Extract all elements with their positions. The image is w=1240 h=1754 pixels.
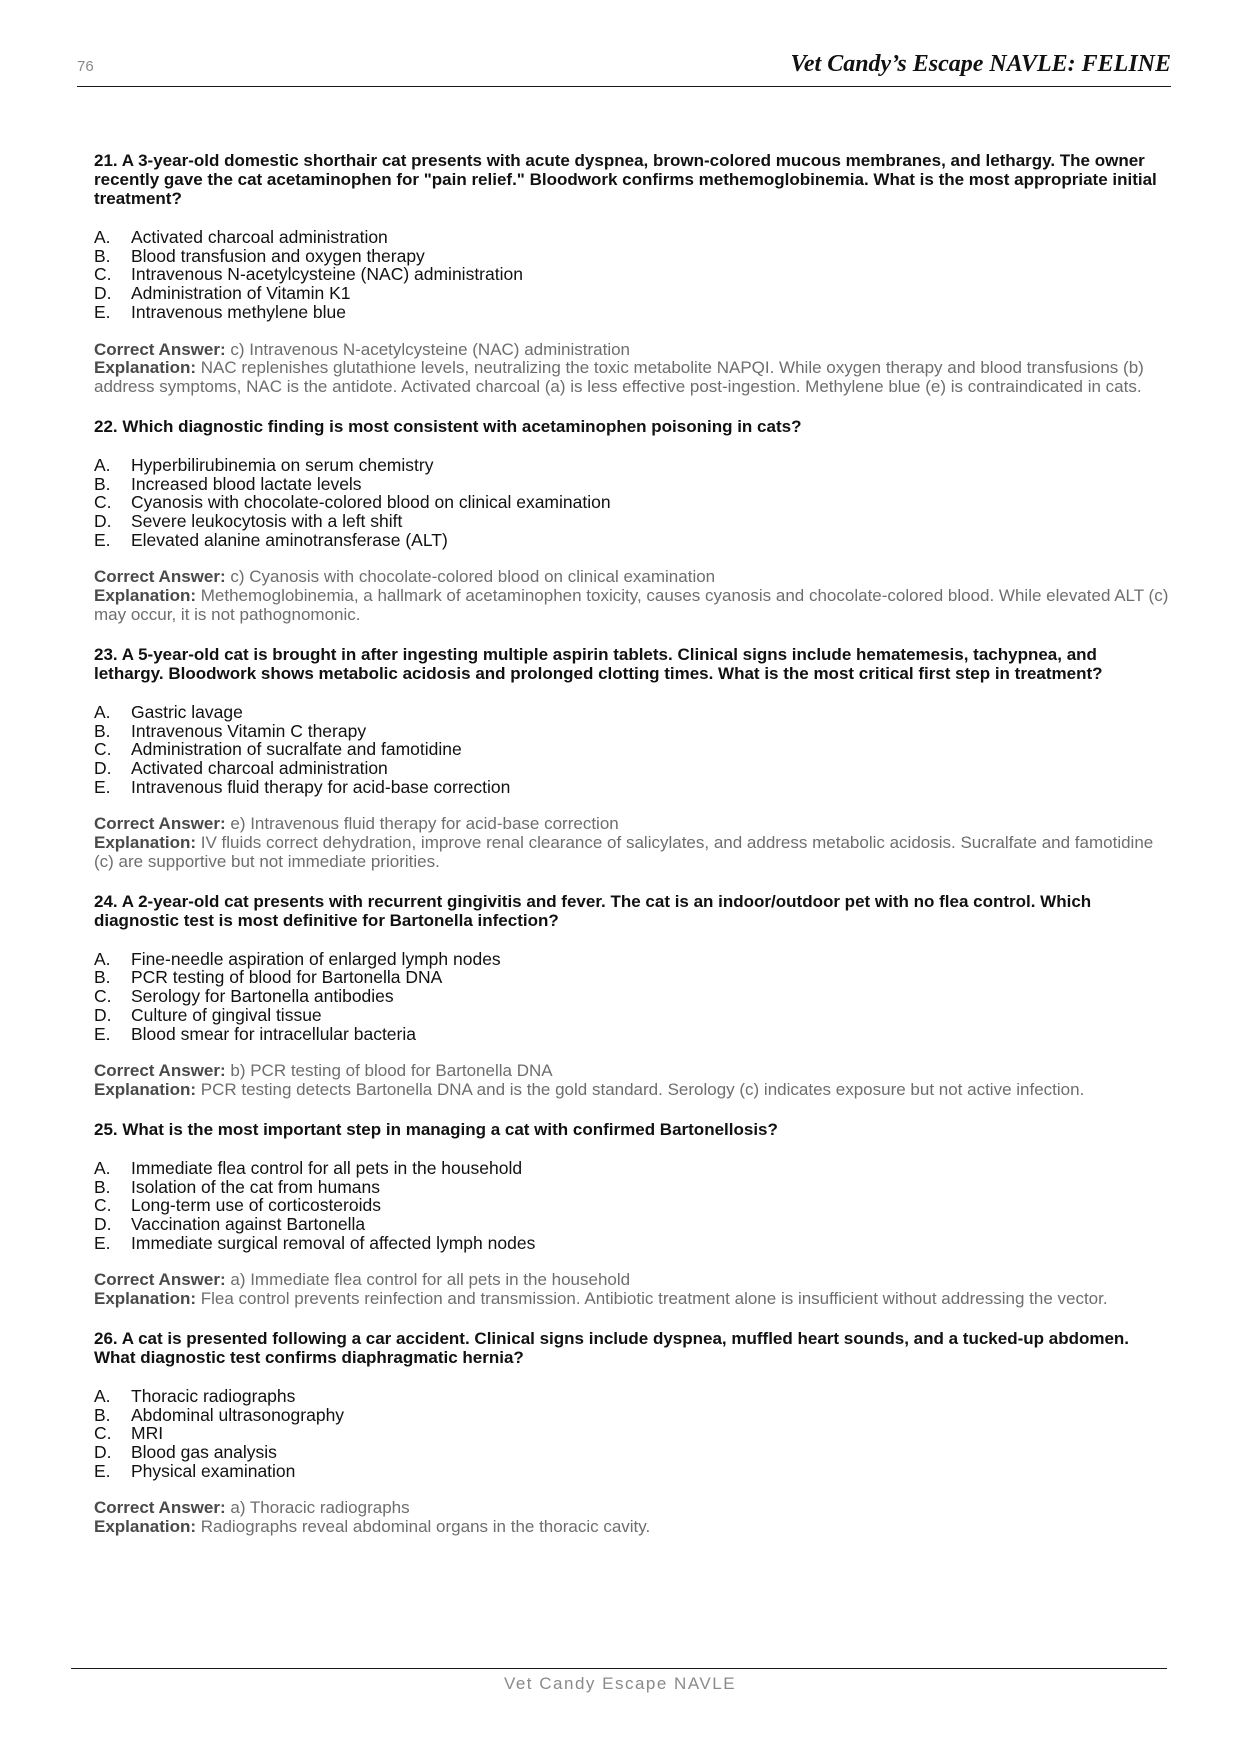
option-letter: E.: [94, 1460, 111, 1481]
option-text: Activated charcoal administration: [131, 227, 388, 247]
explanation-label: Explanation:: [94, 358, 197, 378]
question-text: 22. Which diagnostic finding is most consistent with acetaminophen poisoning in cats?: [94, 416, 802, 436]
option-b: [94, 722, 1169, 741]
option-letter: B.: [94, 245, 111, 266]
option-letter: E.: [94, 776, 111, 797]
question-text: 25. What is the most important step in managing a cat with confirmed Bartonellosis?: [94, 1119, 778, 1139]
explanation: [94, 834, 1169, 872]
explanation: [94, 1081, 1169, 1100]
option-a: [94, 228, 1169, 247]
option-text: Immediate surgical removal of affected lymph nodes: [131, 1232, 536, 1253]
page-footer: Vet Candy Escape NAVLE: [503, 1674, 737, 1693]
explanation-label: Explanation:: [94, 833, 197, 853]
option-c: [94, 493, 1169, 512]
option-a: [94, 950, 1169, 969]
option-letter: E.: [94, 529, 111, 550]
option-text: Isolation of the cat from humans: [131, 1176, 381, 1197]
option-text: Thoracic radiographs: [131, 1385, 296, 1406]
option-letter: C.: [94, 1423, 112, 1444]
option-text: Intravenous fluid therapy for acid-base correction: [131, 776, 511, 797]
option-letter: B.: [94, 1176, 111, 1197]
option-letter: D.: [94, 1442, 112, 1463]
question-23: [94, 645, 1169, 872]
correct-answer-label: Correct Answer:: [94, 1061, 226, 1081]
option-text: Intravenous methylene blue: [131, 301, 346, 322]
question-text: 26. A cat is presented following a car accident. Clinical signs include dyspnea, muffled heart sounds, and a tucked-up abdomen. What diagnostic test confirms diaphragmatic hernia?: [94, 1328, 1130, 1367]
option-letter: E.: [94, 1232, 111, 1253]
correct-answer-label: Correct Answer:: [94, 1270, 226, 1290]
option-text: Gastric lavage: [131, 701, 243, 722]
explanation-label: Explanation:: [94, 1080, 197, 1100]
answer-options: [94, 456, 1169, 550]
option-letter: C.: [94, 264, 112, 285]
option-letter: D.: [94, 757, 112, 778]
explanation-text: Flea control prevents reinfection and transmission. Antibiotic treatment alone is insufficient without addressing the vector.: [200, 1289, 1108, 1309]
option-text: Abdominal ultrasonography: [131, 1404, 345, 1425]
option-text: Administration of sucralfate and famotidine: [131, 739, 462, 760]
page-number: 76: [77, 58, 94, 75]
option-text: Vaccination against Bartonella: [131, 1213, 366, 1234]
option-c: [94, 265, 1169, 284]
option-a: [94, 703, 1169, 722]
book-title: Vet Candy’s Escape NAVLE: FELINE: [790, 51, 1171, 77]
option-e: [94, 1025, 1169, 1044]
explanation-label: Explanation:: [94, 1289, 197, 1309]
correct-answer-label: Correct Answer:: [94, 567, 226, 587]
option-d: [94, 1443, 1169, 1462]
page-header: [77, 50, 1171, 87]
option-c: [94, 987, 1169, 1006]
option-text: Serology for Bartonella antibodies: [131, 986, 394, 1007]
option-c: [94, 740, 1169, 759]
question-26: [94, 1329, 1169, 1537]
answer-options: [94, 703, 1169, 797]
option-letter: D.: [94, 1004, 112, 1025]
question-25: [94, 1120, 1169, 1309]
correct-answer-text: c) Intravenous N-acetylcysteine (NAC) administration: [230, 339, 631, 359]
explanation-text: IV fluids correct dehydration, improve renal clearance of salicylates, and address metabolic acidosis. Sucralfate and famotidine (c) are supportive but not immediate priorities.: [94, 833, 1154, 871]
option-letter: A.: [94, 227, 111, 247]
correct-answer-label: Correct Answer:: [94, 1498, 226, 1518]
option-letter: A.: [94, 454, 111, 475]
option-text: Physical examination: [131, 1460, 296, 1481]
explanation-text: PCR testing detects Bartonella DNA and is the gold standard. Serology (c) indicates exposure but not active infection.: [200, 1080, 1085, 1100]
option-e: [94, 531, 1169, 550]
option-letter: E.: [94, 301, 111, 322]
option-d: [94, 1215, 1169, 1234]
option-letter: D.: [94, 1213, 112, 1234]
option-e: [94, 303, 1169, 322]
answer-options: [94, 1159, 1169, 1253]
option-letter: D.: [94, 511, 112, 532]
explanation: [94, 359, 1169, 397]
question-21: [94, 151, 1169, 397]
option-text: Severe leukocytosis with a left shift: [131, 511, 403, 532]
option-text: Blood smear for intracellular bacteria: [131, 1023, 416, 1044]
question-text: 24. A 2-year-old cat presents with recurrent gingivitis and fever. The cat is an indoor/outdoor pet with no flea control. Which diagnostic test is most definitive for Bartonella infection?: [94, 891, 1092, 930]
option-letter: C.: [94, 739, 112, 760]
question-list: [94, 151, 1169, 1557]
question-text: 23. A 5-year-old cat is brought in after ingesting multiple aspirin tablets. Clinical signs include hematemesis, tachypnea, and lethargy. Bloodwork shows metabolic acidosis and prolonged clotting times. What is the most critical first step in treatment?: [94, 644, 1103, 683]
option-d: [94, 759, 1169, 778]
option-a: [94, 1387, 1169, 1406]
option-text: PCR testing of blood for Bartonella DNA: [131, 967, 443, 988]
option-e: [94, 1234, 1169, 1253]
correct-answer: [94, 1499, 1169, 1518]
footer-divider: [71, 1668, 1167, 1669]
correct-answer: [94, 341, 1169, 360]
option-b: [94, 475, 1169, 494]
option-e: [94, 1462, 1169, 1481]
option-letter: A.: [94, 948, 111, 969]
option-letter: C.: [94, 492, 112, 513]
option-text: Blood gas analysis: [131, 1442, 277, 1463]
option-letter: E.: [94, 1023, 111, 1044]
correct-answer: [94, 1062, 1169, 1081]
option-text: Cyanosis with chocolate-colored blood on clinical examination: [131, 492, 611, 513]
explanation-text: NAC replenishes glutathione levels, neutralizing the toxic metabolite NAPQI. While oxygen therapy and blood transfusions (b) address symptoms, NAC is the antidote. Activated charcoal (a) is less effective post-ingestion. Methylene blue (e) is contraindicated in cats.: [94, 358, 1144, 397]
option-text: Culture of gingival tissue: [131, 1004, 322, 1025]
explanation-text: Methemoglobinemia, a hallmark of acetaminophen toxicity, causes cyanosis and chocolate-colored blood. While elevated ALT (c) may occur, it is not pathognomonic.: [94, 586, 1169, 625]
option-b: [94, 968, 1169, 987]
option-letter: C.: [94, 1195, 112, 1216]
correct-answer: [94, 815, 1169, 834]
option-b: [94, 1178, 1169, 1197]
option-letter: B.: [94, 720, 111, 741]
answer-options: [94, 950, 1169, 1044]
option-letter: B.: [94, 967, 111, 988]
explanation: [94, 587, 1169, 625]
option-text: Fine-needle aspiration of enlarged lymph nodes: [131, 948, 501, 969]
option-text: Administration of Vitamin K1: [131, 283, 351, 304]
answer-options: [94, 228, 1169, 322]
correct-answer-label: Correct Answer:: [94, 814, 226, 834]
option-text: Elevated alanine aminotransferase (ALT): [131, 529, 448, 550]
option-text: Intravenous Vitamin C therapy: [131, 720, 367, 741]
option-letter: B.: [94, 473, 111, 494]
correct-answer: [94, 568, 1169, 587]
option-c: [94, 1196, 1169, 1215]
option-letter: A.: [94, 701, 111, 722]
option-b: [94, 247, 1169, 266]
option-letter: A.: [94, 1385, 111, 1406]
option-text: Hyperbilirubinemia on serum chemistry: [131, 454, 434, 475]
option-c: [94, 1424, 1169, 1443]
option-b: [94, 1406, 1169, 1425]
answer-options: [94, 1387, 1169, 1481]
explanation-label: Explanation:: [94, 586, 197, 606]
option-letter: B.: [94, 1404, 111, 1425]
option-text: Increased blood lactate levels: [131, 473, 362, 494]
correct-answer-text: a) Thoracic radiographs: [230, 1498, 410, 1518]
correct-answer-text: e) Intravenous fluid therapy for acid-base correction: [230, 814, 619, 834]
option-text: Activated charcoal administration: [131, 757, 388, 778]
option-text: Intravenous N-acetylcysteine (NAC) administration: [131, 264, 523, 285]
explanation-label: Explanation:: [94, 1517, 197, 1537]
option-text: Blood transfusion and oxygen therapy: [131, 245, 425, 266]
option-a: [94, 1159, 1169, 1178]
option-e: [94, 778, 1169, 797]
explanation-text: Radiographs reveal abdominal organs in the thoracic cavity.: [200, 1517, 651, 1537]
correct-answer-text: b) PCR testing of blood for Bartonella DNA: [230, 1061, 553, 1081]
option-d: [94, 284, 1169, 303]
question-24: [94, 892, 1169, 1100]
option-letter: A.: [94, 1157, 111, 1178]
question-text: 21. A 3-year-old domestic shorthair cat presents with acute dyspnea, brown-colored mucous membranes, and lethargy. The owner recently gave the cat acetaminophen for "pain relief." Bloodwork confirms methemoglobinemia. What is the most appropriate initial treatment?: [94, 151, 1157, 208]
correct-answer: [94, 1271, 1169, 1290]
option-text: MRI: [131, 1423, 164, 1444]
option-a: [94, 456, 1169, 475]
correct-answer-text: a) Immediate flea control for all pets in the household: [230, 1270, 631, 1290]
question-22: [94, 417, 1169, 625]
option-letter: D.: [94, 283, 112, 304]
explanation: [94, 1518, 1169, 1537]
explanation: [94, 1290, 1169, 1309]
option-text: Immediate flea control for all pets in the household: [131, 1157, 523, 1178]
option-d: [94, 512, 1169, 531]
correct-answer-label: Correct Answer:: [94, 339, 226, 359]
option-d: [94, 1006, 1169, 1025]
option-letter: C.: [94, 986, 112, 1007]
correct-answer-text: c) Cyanosis with chocolate-colored blood on clinical examination: [230, 567, 716, 587]
option-text: Long-term use of corticosteroids: [131, 1195, 381, 1216]
